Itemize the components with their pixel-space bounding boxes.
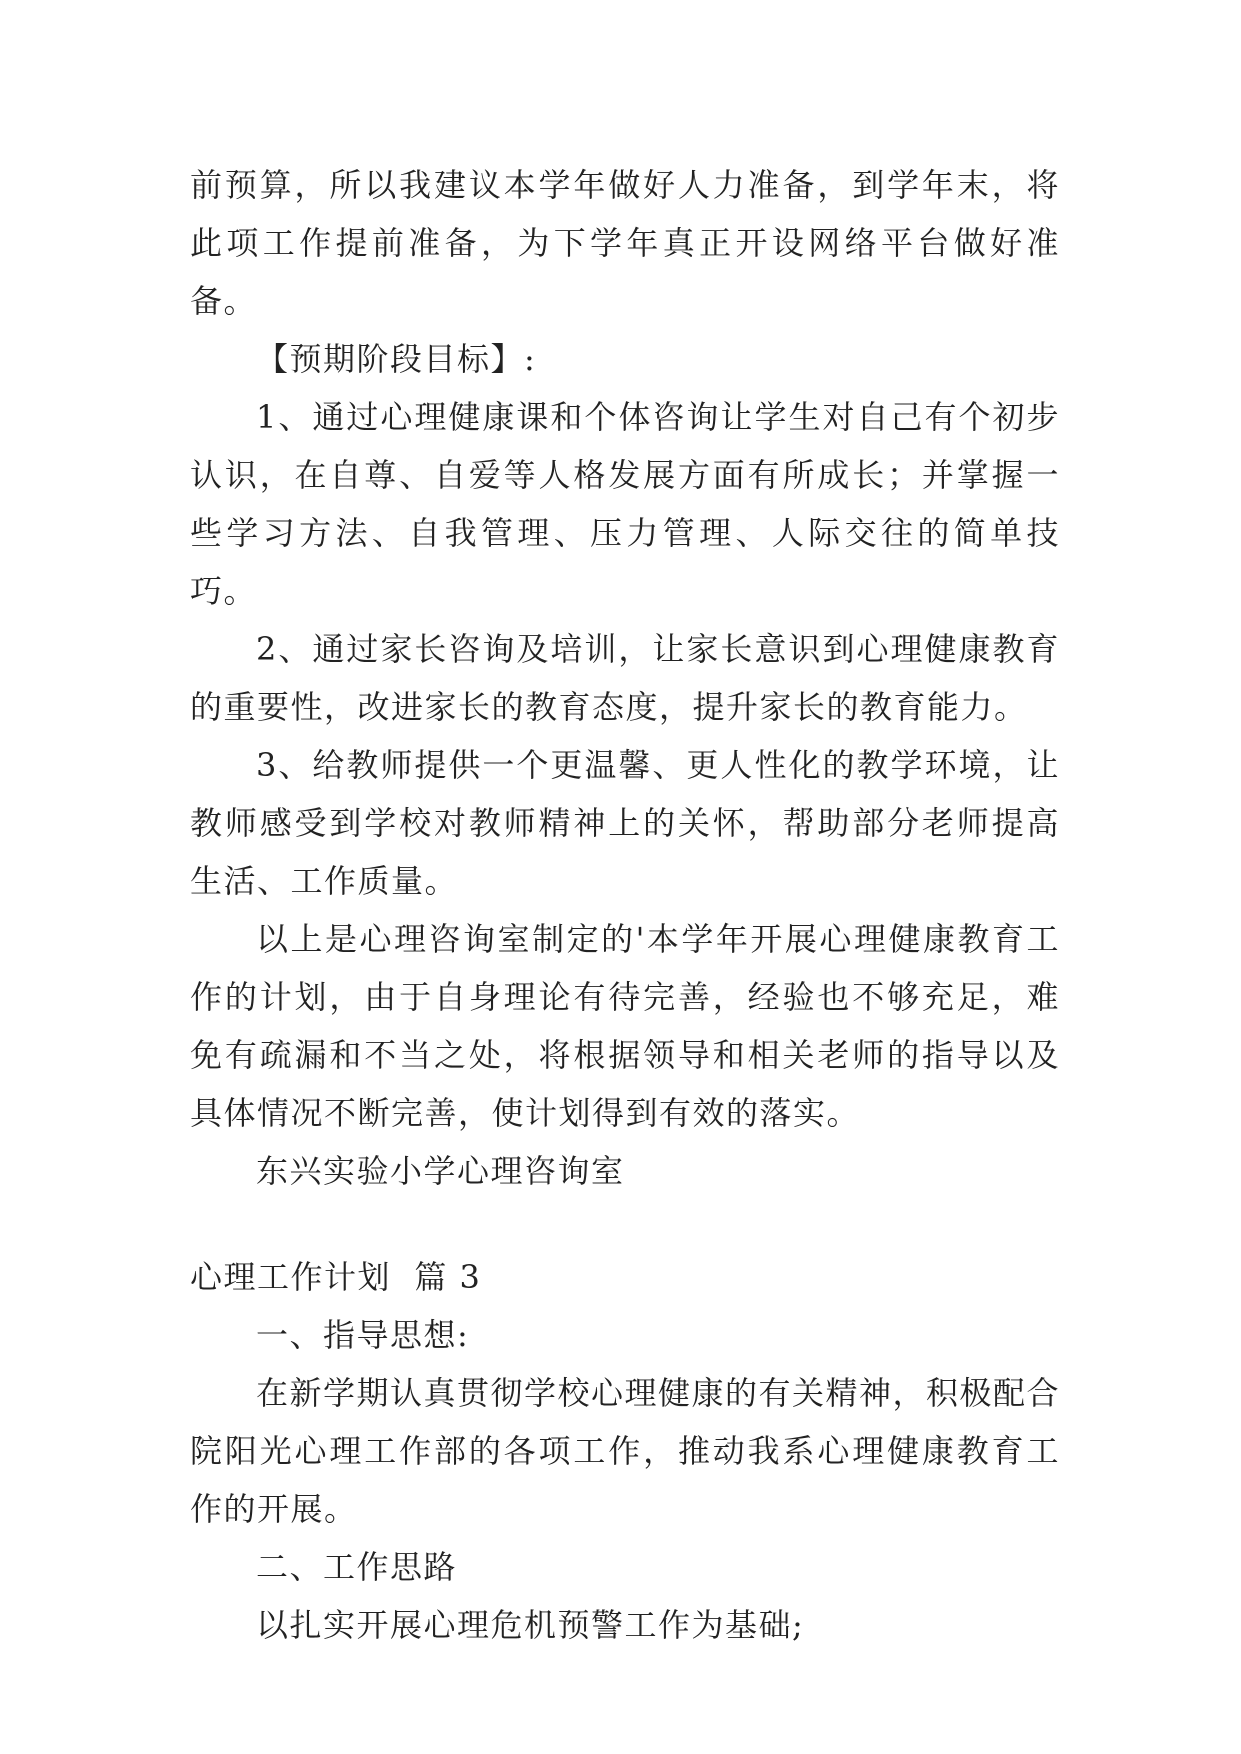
paragraph-work-approach: 以扎实开展心理危机预警工作为基础; bbox=[256, 1606, 805, 1644]
section-heading: 心理工作计划 篇 3 bbox=[190, 1258, 482, 1296]
paragraph-guiding-idea-heading: 一、指导思想: bbox=[256, 1316, 470, 1354]
paragraph-guiding-idea: 在新学期认真贯彻学校心理健康的有关精神，积极配合院阳光心理工作部的各项工作，推动我系心理健康教育工作的开展。 bbox=[190, 1374, 1061, 1528]
paragraph-work-approach-heading: 二、工作思路 bbox=[256, 1548, 458, 1586]
document-page bbox=[190, 156, 1060, 1654]
paragraph-goal-2: 2、通过家长咨询及培训，让家长意识到心理健康教育的重要性，改进家长的教育态度，提升家长的教育能力。 bbox=[190, 630, 1060, 726]
paragraph-summary: 以上是心理咨询室制定的'本学年开展心理健康教育工作的计划，由于自身理论有待完善，经验也不够充足，难免有疏漏和不当之处，将根据领导和相关老师的指导以及具体情况不断完善，使计划得到有效的落实。 bbox=[190, 920, 1060, 1132]
paragraph-goal-3: 3、给教师提供一个更温馨、更人性化的教学环境，让教师感受到学校对教师精神上的关怀，帮助部分老师提高生活、工作质量。 bbox=[190, 746, 1060, 900]
signature-line: 东兴实验小学心理咨询室 bbox=[256, 1152, 625, 1190]
paragraph-goal-1: 1、通过心理健康课和个体咨询让学生对自己有个初步认识，在自尊、自爱等人格发展方面有所成长；并掌握一些学习方法、自我管理、压力管理、人际交往的简单技巧。 bbox=[190, 398, 1060, 610]
paragraph-budget: 前预算，所以我建议本学年做好人力准备，到学年末，将此项工作提前准备，为下学年真正开设网络平台做好准备。 bbox=[190, 166, 1060, 320]
paragraph-goals-heading: 【预期阶段目标】: bbox=[256, 340, 537, 378]
